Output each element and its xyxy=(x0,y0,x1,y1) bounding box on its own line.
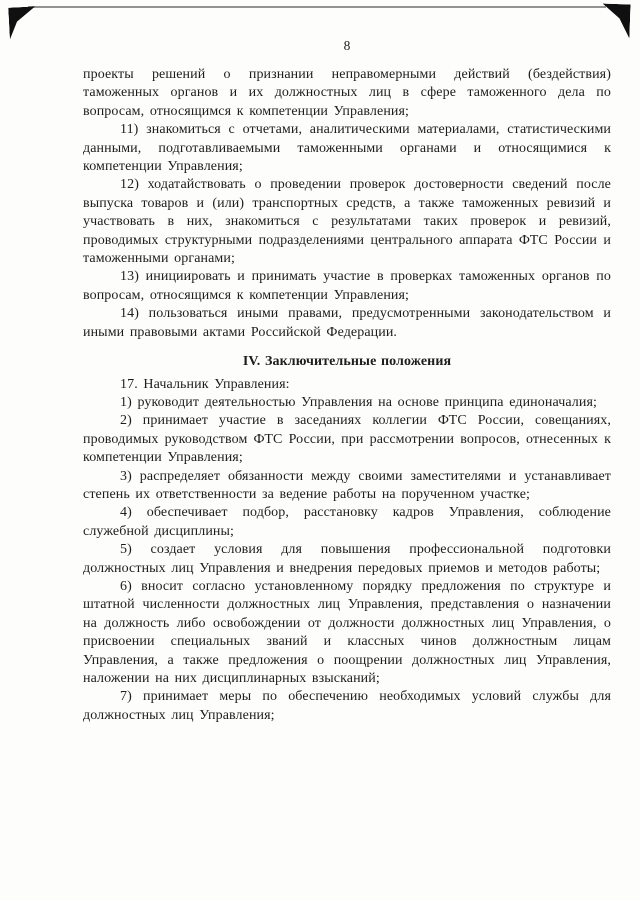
scan-edge-line xyxy=(28,6,606,8)
section-heading: IV. Заключительные положения xyxy=(242,354,452,370)
sub-item-7: 7) принимает меры по обеспечению необходимых условий службы для должностных лиц Управления; xyxy=(83,689,611,723)
document-body xyxy=(83,66,611,725)
sub-item-4: 4) обеспечивает подбор, расстановку кадров Управления, соблюдение служебной дисциплины; xyxy=(83,505,611,539)
sub-item-3: 3) распределяет обязанности между своими заместителями и устанавливает степень их ответственности за ведение работы на порученном участке; xyxy=(83,468,611,502)
list-item-11: 11) знакомиться с отчетами, аналитическими материалами, статистическими данными, подготавливаемыми таможенными органами и относящимися к компетенции Управления; xyxy=(83,122,611,175)
scan-mark-top-right xyxy=(601,4,630,39)
scan-mark-top-left xyxy=(8,6,37,39)
sub-item-5: 5) создает условия для повышения профессиональной подготовки должностных лиц Управления и внедрения передовых приемов и методов работы; xyxy=(83,542,611,576)
list-item-12: 12) ходатайствовать о проведении проверок достоверности сведений после выпуска товаров и (или) транспортных средств, а также таможенных ревизий и участвовать в них, знакомиться с результатами таких проверок и ревизий, проводимых структурными подразделениями центрального аппарата ФТС России и таможенными органами; xyxy=(83,177,611,267)
list-item-13: 13) инициировать и принимать участие в проверках таможенных органов по вопросам, относящимся к компетенции Управления; xyxy=(83,269,611,303)
clause-17: 17. Начальник Управления: xyxy=(120,376,290,392)
paragraph-continuation: проекты решений о признании неправомерными действий (бездействия) таможенных органов и их должностных лиц в сфере таможенного дела по вопросам, относящимся к компетенции Управления; xyxy=(83,67,611,119)
sub-item-2: 2) принимает участие в заседаниях коллегии ФТС России, совещаниях, проводимых руководством ФТС России, при рассмотрении вопросов, отнесенных к компетенции Управления; xyxy=(83,413,611,466)
list-item-14: 14) пользоваться иными правами, предусмотренными законодательством и иными правовыми актами Российской Федерации. xyxy=(83,306,611,340)
sub-item-1: 1) руководит деятельностью Управления на основе принципа единоначалия; xyxy=(120,394,597,410)
page-number: 8 xyxy=(343,38,351,53)
sub-item-6: 6) вносит согласно установленному порядку предложения по структуре и штатной численности должностных лиц Управления, представления о назначении на должность либо освобождении от должности должностных лиц Управления, о присвоении специальных званий и классных чинов должностным лицам Управления, а также предложения о поощрении должностных лиц Управления, наложении на них дисциплинарных взысканий; xyxy=(83,578,611,686)
